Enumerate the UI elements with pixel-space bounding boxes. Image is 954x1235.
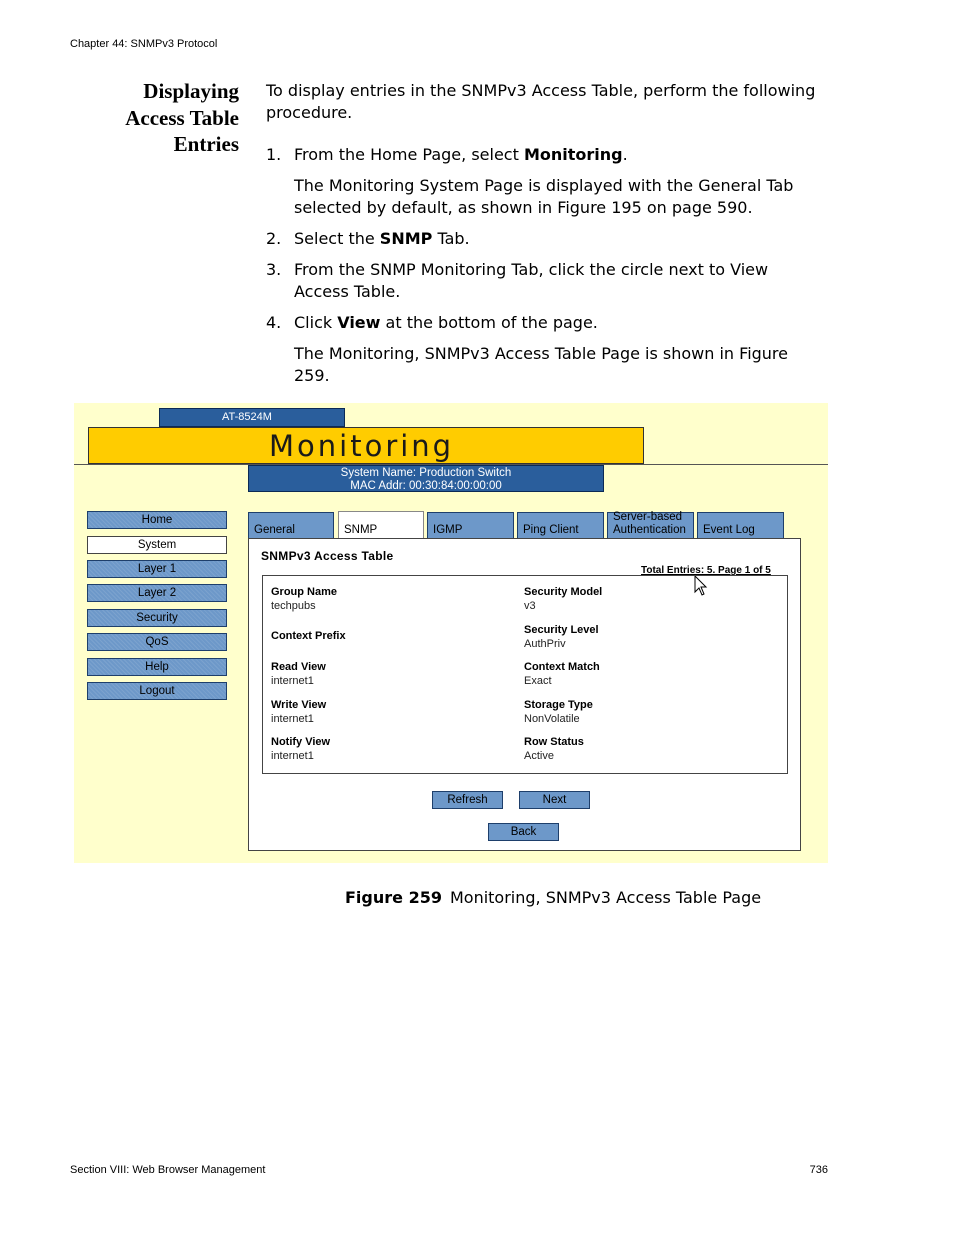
caption-text: Monitoring, SNMPv3 Access Table Page (449, 888, 762, 907)
field-label: Write View (271, 699, 327, 711)
step-2 (266, 228, 822, 250)
tab-event-log[interactable]: Event Log (697, 512, 784, 539)
nav-system-button[interactable]: System (87, 536, 227, 554)
step-1-note: The Monitoring System Page is displayed with the General Tab selected by default, as shown in Figure 195 on page 590. (294, 176, 794, 217)
step-4 (266, 312, 822, 334)
nav-qos-button[interactable]: QoS (87, 633, 227, 651)
footer-section: Section VIII: Web Browser Management (70, 1164, 266, 1176)
step-text: Click View at the bottom of the page. (294, 313, 598, 332)
access-table-panel (248, 538, 801, 851)
monitoring-banner (88, 427, 644, 464)
nav-layer2-button[interactable]: Layer 2 (87, 584, 227, 602)
mac-address: MAC Addr: 00:30:84:00:00:00 (350, 479, 502, 492)
step-4-note: The Monitoring, SNMPv3 Access Table Page is shown in Figure 259. (294, 344, 788, 385)
intro-paragraph: To display entries in the SNMPv3 Access Table, perform the following procedure. (266, 81, 816, 122)
system-name: System Name: Production Switch (340, 467, 512, 479)
field-label: Notify View (271, 736, 331, 748)
field-value: techpubs (271, 600, 316, 612)
system-info-box (248, 465, 604, 492)
step-text: From the SNMP Monitoring Tab, click the circle next to View Access Table. (294, 260, 769, 301)
nav-layer1-button[interactable]: Layer 1 (87, 560, 227, 578)
figure-screenshot (74, 403, 828, 863)
section-heading-line-2: Access Table (125, 105, 239, 130)
step-3 (266, 259, 822, 303)
field-label: Context Match (524, 661, 600, 673)
section-heading-line-3: Entries (173, 132, 239, 156)
nav-logout-button[interactable]: Logout (87, 682, 227, 700)
nav-security-button[interactable]: Security (87, 609, 227, 627)
section-heading (70, 78, 239, 158)
tab-server-based-authentication[interactable]: Server-based Authentication (607, 512, 694, 539)
field-value: internet1 (271, 750, 314, 762)
field-value: internet1 (271, 675, 314, 687)
nav-home-button[interactable]: Home (87, 511, 227, 529)
total-entries: Total Entries: 5. Page 1 of 5 (641, 565, 771, 576)
step-text: From the Home Page, select Monitoring. (294, 145, 628, 164)
step-text: Select the SNMP Tab. (294, 229, 470, 248)
nav-help-button[interactable]: Help (87, 658, 227, 676)
step-1 (266, 144, 822, 166)
tab-general[interactable]: General (248, 512, 334, 539)
device-model-tab: AT-8524M (159, 408, 345, 427)
tab-igmp[interactable]: IGMP (427, 512, 514, 539)
page-number: 736 (809, 1164, 828, 1176)
step-number: 3. (266, 260, 282, 279)
field-label: Row Status (524, 736, 584, 748)
caption-label: Figure 259 (345, 888, 442, 907)
field-label: Group Name (271, 586, 338, 598)
field-value: v3 (524, 600, 536, 612)
field-label: Storage Type (524, 699, 593, 711)
field-value: NonVolatile (524, 713, 580, 725)
figure-caption (345, 888, 761, 907)
tab-ping-client[interactable]: Ping Client (517, 512, 604, 539)
field-label: Read View (271, 661, 326, 673)
banner-title: Monitoring (269, 429, 455, 463)
step-number: 4. (266, 313, 282, 332)
section-heading-line-1: Displaying (143, 79, 239, 103)
field-value: AuthPriv (524, 638, 566, 650)
back-button[interactable]: Back (488, 823, 559, 841)
field-value: Active (524, 750, 554, 762)
running-head: Chapter 44: SNMPv3 Protocol (70, 38, 218, 50)
field-label: Security Level (524, 624, 599, 636)
panel-title: SNMPv3 Access Table (261, 549, 394, 563)
entry-details-box (262, 575, 788, 774)
field-label: Security Model (524, 586, 603, 598)
step-number: 2. (266, 229, 282, 248)
step-number: 1. (266, 145, 282, 164)
field-label: Context Prefix (271, 630, 346, 642)
field-value: internet1 (271, 713, 314, 725)
refresh-button[interactable]: Refresh (432, 791, 503, 809)
next-button[interactable]: Next (519, 791, 590, 809)
field-value: Exact (524, 675, 552, 687)
tab-snmp[interactable]: SNMP (338, 511, 424, 539)
